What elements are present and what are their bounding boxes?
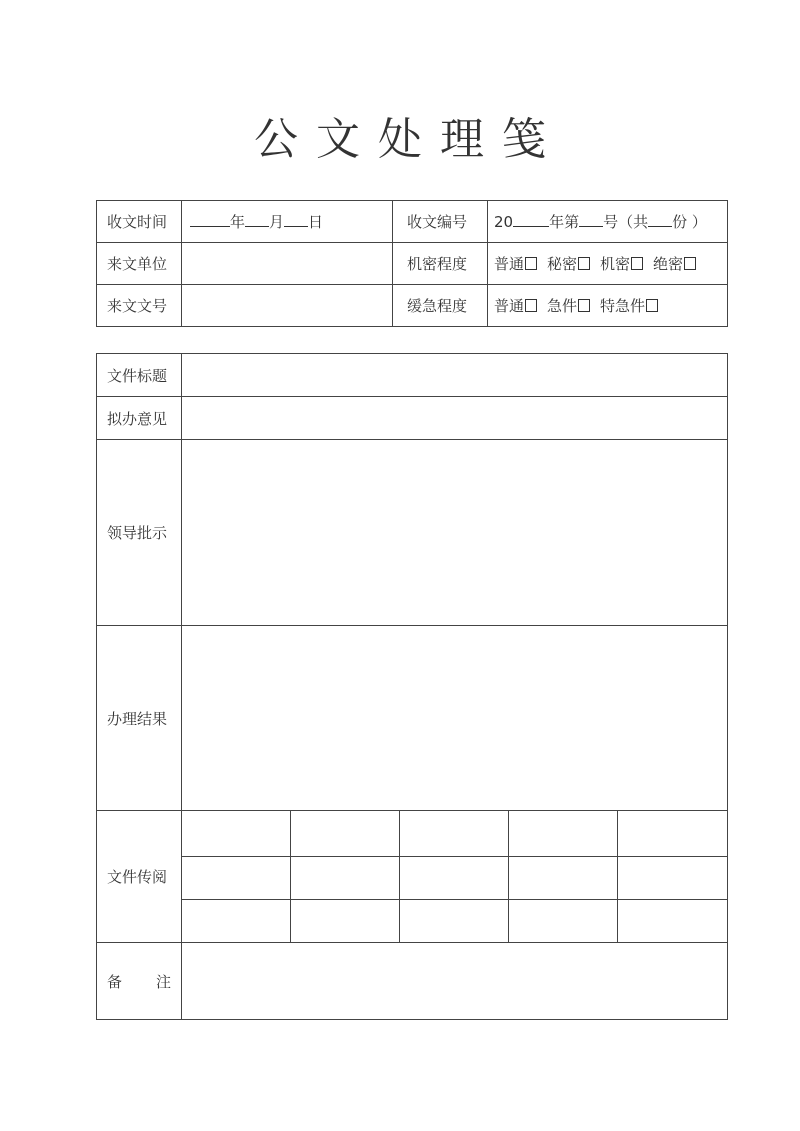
handling-result-label: 办理结果 <box>97 626 182 811</box>
security-option-label: 机密 <box>600 255 631 273</box>
header-info-table <box>96 200 728 327</box>
leader-instruction-label: 领导批示 <box>97 440 182 626</box>
circulation-cell[interactable] <box>400 811 509 857</box>
circulation-cell[interactable] <box>291 811 400 857</box>
table-row <box>97 900 728 943</box>
urgency-options <box>488 285 728 327</box>
doc-title-field[interactable] <box>182 354 728 397</box>
receive-no-copies-blank[interactable] <box>648 212 672 227</box>
table-row <box>97 397 728 440</box>
security-level-label: 机密程度 <box>393 243 488 285</box>
month-text: 月 <box>269 213 285 231</box>
urgency-option-label: 特急件 <box>600 297 646 315</box>
circulation-cell[interactable] <box>182 811 291 857</box>
receive-no-hao-text: 号（共 <box>603 213 649 231</box>
urgency-normal-checkbox[interactable] <box>525 299 537 312</box>
security-secret-checkbox[interactable] <box>578 257 590 270</box>
circulation-cell[interactable] <box>509 811 618 857</box>
circulation-cell[interactable] <box>182 900 291 943</box>
source-unit-field[interactable] <box>182 243 393 285</box>
circulation-label: 文件传阅 <box>97 811 182 943</box>
receive-time-label: 收文时间 <box>97 201 182 243</box>
circulation-cell[interactable] <box>182 857 291 900</box>
receive-no-fen-text: 份 ） <box>672 213 707 231</box>
source-doc-no-field[interactable] <box>182 285 393 327</box>
day-text: 日 <box>308 213 324 231</box>
remarks-label <box>97 943 182 1020</box>
security-option-label: 普通 <box>494 255 525 273</box>
year-blank[interactable] <box>190 212 230 227</box>
circulation-cell[interactable] <box>618 900 728 943</box>
handling-result-field[interactable] <box>182 626 728 811</box>
receive-no-year-text: 年第 <box>549 213 580 231</box>
draft-opinion-label: 拟办意见 <box>97 397 182 440</box>
circulation-cell[interactable] <box>400 857 509 900</box>
urgency-urgent-checkbox[interactable] <box>578 299 590 312</box>
doc-title-label: 文件标题 <box>97 354 182 397</box>
processing-table <box>96 353 728 1020</box>
table-row <box>97 943 728 1020</box>
table-row <box>97 857 728 900</box>
circulation-cell[interactable] <box>291 857 400 900</box>
draft-opinion-field[interactable] <box>182 397 728 440</box>
security-confidential-checkbox[interactable] <box>631 257 643 270</box>
circulation-cell[interactable] <box>509 900 618 943</box>
table-row <box>97 440 728 626</box>
source-unit-label: 来文单位 <box>97 243 182 285</box>
receive-no-label: 收文编号 <box>393 201 488 243</box>
leader-instruction-field[interactable] <box>182 440 728 626</box>
receive-no-field[interactable] <box>488 201 728 243</box>
security-top-secret-checkbox[interactable] <box>684 257 696 270</box>
security-normal-checkbox[interactable] <box>525 257 537 270</box>
urgency-label: 缓急程度 <box>393 285 488 327</box>
circulation-cell[interactable] <box>618 811 728 857</box>
year-text: 年 <box>230 213 246 231</box>
month-blank[interactable] <box>245 212 269 227</box>
table-row <box>97 201 728 243</box>
day-blank[interactable] <box>284 212 308 227</box>
page-title: 公文处理笺 <box>254 114 564 165</box>
circulation-cell[interactable] <box>400 900 509 943</box>
receive-time-field[interactable] <box>182 201 393 243</box>
remarks-field[interactable] <box>182 943 728 1020</box>
source-doc-no-label: 来文文号 <box>97 285 182 327</box>
receive-no-year-blank[interactable] <box>513 212 549 227</box>
receive-no-prefix: 20 <box>494 213 514 231</box>
circulation-cell[interactable] <box>509 857 618 900</box>
remarks-label-char: 备 <box>107 972 123 991</box>
table-row <box>97 285 728 327</box>
table-row <box>97 243 728 285</box>
urgency-very-urgent-checkbox[interactable] <box>646 299 658 312</box>
remarks-label-char: 注 <box>156 972 172 991</box>
security-level-options <box>488 243 728 285</box>
table-row <box>97 626 728 811</box>
circulation-cell[interactable] <box>291 900 400 943</box>
security-option-label: 绝密 <box>653 255 684 273</box>
security-option-label: 秘密 <box>547 255 578 273</box>
receive-no-number-blank[interactable] <box>579 212 603 227</box>
table-row <box>97 811 728 857</box>
table-row <box>97 354 728 397</box>
urgency-option-label: 普通 <box>494 297 525 315</box>
circulation-cell[interactable] <box>618 857 728 900</box>
urgency-option-label: 急件 <box>547 297 578 315</box>
